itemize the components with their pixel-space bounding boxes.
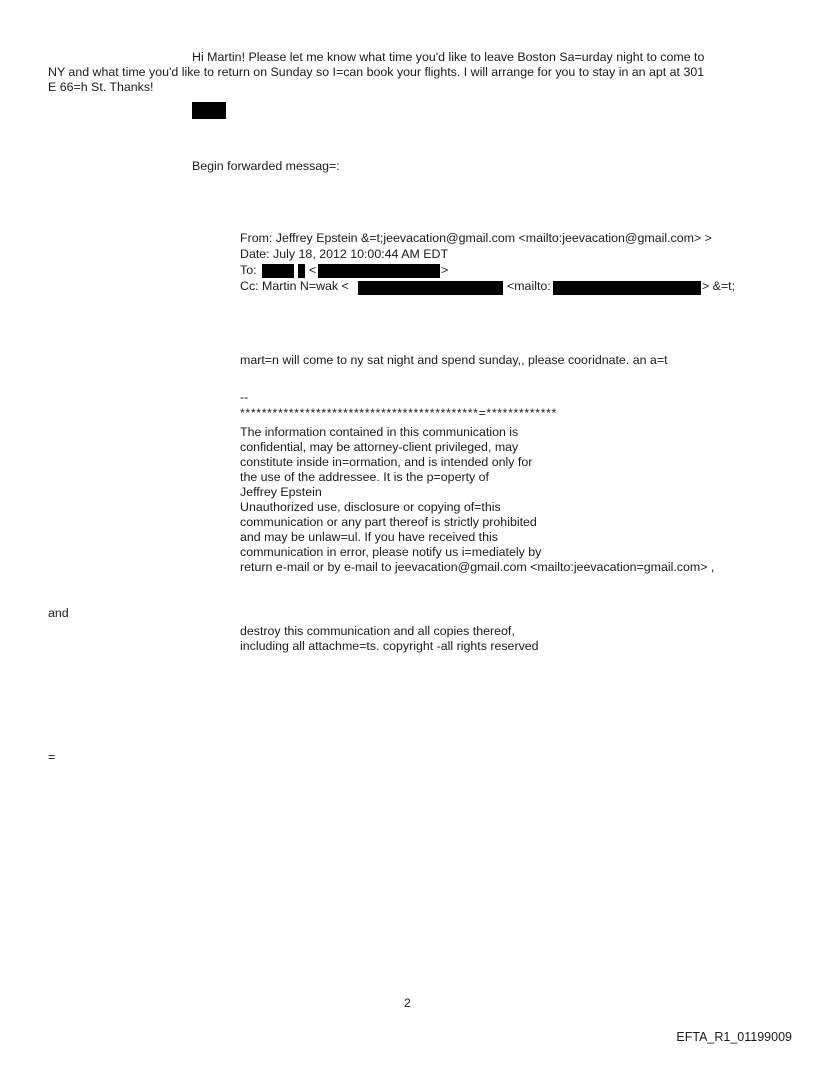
redaction-to-name	[262, 264, 294, 278]
trailing-equals: =	[48, 750, 56, 764]
signature-stars: ********************************************=*************	[240, 406, 557, 420]
document-id: EFTA_R1_01199009	[676, 1030, 792, 1044]
disclaimer-line: and may be unlaw=ul. If you have received this	[240, 530, 498, 544]
header-to-open: <	[309, 263, 317, 277]
intro-line-1: Hi Martin! Please let me know what time you'd like to leave Boston Sa=urday night to come to	[192, 50, 705, 64]
header-cc-label: Cc: Martin N=wak <	[240, 279, 349, 293]
intro-line-2: NY and what time you'd like to return on Sunday so I=can book your flights. I will arrange for you to stay in an apt at 301	[48, 65, 705, 79]
disclaimer-line: the use of the addressee. It is the p=operty of	[240, 470, 490, 484]
disclaimer-line: confidential, may be attorney-client privileged, may	[240, 440, 519, 454]
redaction-cc-email	[358, 281, 503, 295]
disclaimer-line: communication in error, please notify us i=mediately by	[240, 545, 542, 559]
disclaimer-line: The information contained in this communication is	[240, 425, 519, 439]
header-cc-mailto: <mailto:	[507, 279, 551, 293]
closing-line: destroy this communication and all copies thereof,	[240, 624, 515, 638]
header-to-label: To:	[240, 263, 257, 277]
header-date: Date: July 18, 2012 10:00:44 AM EDT	[240, 247, 449, 261]
redaction-to-initial	[298, 264, 305, 278]
disclaimer	[240, 425, 714, 575]
disclaimer-line: Jeffrey Epstein	[240, 485, 322, 499]
disclaimer-line: return e-mail or by e-mail to jeevacation@gmail.com <mailto:jeevacation=gmail.com> ,	[240, 560, 715, 574]
intro-line-3: E 66=h St. Thanks!	[48, 80, 154, 94]
redaction-cc-mailto	[553, 281, 701, 295]
signature-dash: --	[240, 390, 249, 404]
redaction-to-email	[318, 264, 440, 278]
header-to-close: >	[441, 263, 449, 277]
and-word: and	[48, 606, 69, 620]
closing	[240, 624, 539, 654]
page-number: 2	[404, 996, 411, 1010]
message-body: mart=n will come to ny sat night and spend sunday,, please cooridnate. an a=t	[240, 353, 668, 367]
header-cc-end: > &=t;	[702, 279, 736, 293]
disclaimer-line: communication or any part thereof is strictly prohibited	[240, 515, 537, 529]
closing-line: including all attachme=ts. copyright -all rights reserved	[240, 639, 539, 653]
header-from: From: Jeffrey Epstein &=t;jeevacation@gmail.com <mailto:jeevacation@gmail.com> >	[240, 231, 712, 245]
forwarded-label: Begin forwarded messag=:	[192, 159, 340, 173]
redaction-signature	[192, 102, 226, 119]
disclaimer-line: Unauthorized use, disclosure or copying of=this	[240, 500, 501, 514]
disclaimer-line: constitute inside in=ormation, and is intended only for	[240, 455, 533, 469]
